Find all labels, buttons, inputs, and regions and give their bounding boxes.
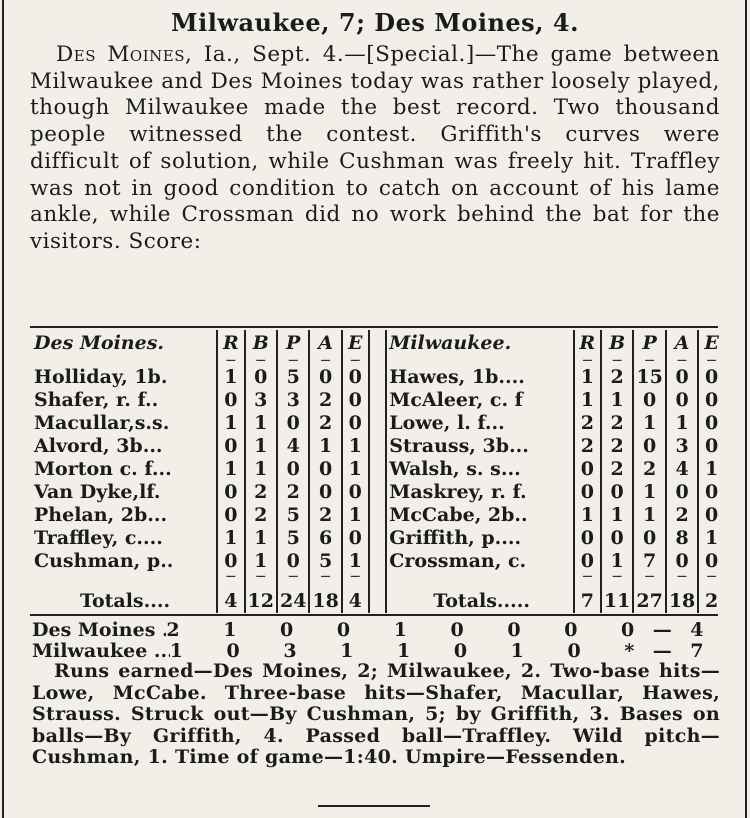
home-player-stat: 0	[342, 526, 369, 549]
home-total: 12	[245, 581, 277, 613]
away-player-stat: 1	[633, 480, 665, 503]
away-player-name: Crossman, c.	[386, 549, 573, 572]
away-player-stat: 0	[698, 503, 724, 526]
home-player-stat: 0	[342, 411, 369, 434]
away-player-stat: 0	[601, 526, 633, 549]
away-player-stat: 1	[574, 388, 601, 411]
home-player-name: Cushman, p..	[34, 549, 174, 572]
home-player-stat: 1	[245, 434, 277, 457]
player-row	[32, 365, 724, 388]
home-player-stat: 0	[217, 388, 244, 411]
home-totals-label: Totals....	[80, 590, 171, 612]
linescore-runs: 1 0 3 1 1 0 1 0 *—7	[169, 640, 722, 662]
linescore-team: Des Moines .....	[32, 620, 166, 641]
home-player-stat: 0	[309, 365, 341, 388]
away-player-stat: 0	[698, 411, 724, 434]
col-header: B	[601, 330, 633, 356]
away-player-stat: 1	[601, 388, 633, 411]
away-player-name: Lowe, l. f...	[386, 411, 573, 434]
center-gap	[369, 503, 387, 526]
left-column-rule	[2, 0, 4, 818]
away-player-stat: 1	[633, 503, 665, 526]
box-top-rule	[30, 326, 718, 328]
player-row	[32, 480, 724, 503]
home-player-name: Alvord, 3b...	[34, 434, 163, 457]
center-gap	[369, 434, 387, 457]
away-total: 11	[601, 581, 633, 613]
home-player-stat: 2	[309, 503, 341, 526]
linescore-runs: 2 1 0 0 1 0 0 0 0—4	[166, 619, 722, 641]
home-player-stat: 0	[217, 503, 244, 526]
col-header: P	[633, 330, 665, 356]
totals-row	[32, 581, 724, 613]
box-score-table	[32, 330, 724, 613]
away-total: 7	[574, 581, 601, 613]
away-player-stat: 0	[698, 549, 724, 572]
home-total: 24	[277, 581, 309, 613]
away-player-stat: 1	[574, 365, 601, 388]
away-player-name: McCabe, 2b..	[386, 503, 573, 526]
player-row	[32, 549, 724, 572]
away-player-stat: 1	[633, 411, 665, 434]
home-player-name: Phelan, 2b...	[34, 503, 168, 526]
col-header: R	[217, 330, 244, 356]
home-player-stat: 0	[217, 480, 244, 503]
home-player-stat: 1	[245, 549, 277, 572]
center-gap	[369, 457, 387, 480]
away-player-name: Walsh, s. s...	[386, 457, 573, 480]
away-player-name: Maskrey, r. f.	[386, 480, 573, 503]
dateline: Des Moines,	[56, 42, 193, 67]
away-total: 18	[666, 581, 698, 613]
away-player-stat: 0	[698, 388, 724, 411]
away-player-stat: 1	[601, 503, 633, 526]
away-player-stat: 0	[574, 549, 601, 572]
away-player-stat: 3	[666, 434, 698, 457]
center-gap	[369, 526, 387, 549]
center-gap	[369, 330, 387, 356]
home-player-stat: 0	[342, 388, 369, 411]
away-player-stat: 0	[633, 434, 665, 457]
home-player-stat: 0	[342, 365, 369, 388]
home-player-stat: 6	[309, 526, 341, 549]
home-player-name: Macullar,s.s.	[34, 411, 170, 434]
home-player-stat: 4	[277, 434, 309, 457]
home-player-stat: 5	[309, 549, 341, 572]
home-player-stat: 3	[245, 388, 277, 411]
closing-rule	[318, 805, 430, 807]
away-player-stat: 2	[601, 457, 633, 480]
right-column-rule	[745, 0, 747, 818]
home-player-stat: 0	[277, 411, 309, 434]
home-player-stat: 5	[277, 503, 309, 526]
away-player-stat: 0	[666, 549, 698, 572]
away-player-stat: 15	[633, 365, 665, 388]
headline: Milwaukee, 7; Des Moines, 4.	[171, 8, 579, 37]
away-player-name: Hawes, 1b....	[386, 365, 573, 388]
away-player-stat: 2	[633, 457, 665, 480]
home-player-stat: 1	[217, 526, 244, 549]
home-player-stat: 1	[217, 365, 244, 388]
away-player-stat: 2	[574, 411, 601, 434]
game-summary	[32, 661, 720, 769]
home-player-stat: 0	[309, 480, 341, 503]
home-player-stat: 2	[245, 480, 277, 503]
center-gap	[369, 411, 387, 434]
linescore-row	[32, 620, 722, 641]
away-player-stat: 0	[633, 388, 665, 411]
home-player-stat: 1	[217, 411, 244, 434]
player-row	[32, 457, 724, 480]
linescore-team: Milwaukee .....	[32, 641, 170, 662]
away-player-stat: 0	[574, 457, 601, 480]
home-team-header: Des Moines.	[34, 332, 165, 354]
home-player-stat: 1	[217, 457, 244, 480]
home-player-stat: 0	[217, 549, 244, 572]
home-player-name: Shafer, r. f..	[34, 388, 159, 411]
home-player-stat: 0	[277, 457, 309, 480]
col-header: A	[666, 330, 698, 356]
away-player-name: McAleer, c. f	[386, 388, 573, 411]
away-player-stat: 2	[601, 434, 633, 457]
player-row	[32, 503, 724, 526]
home-player-stat: 0	[217, 434, 244, 457]
home-player-stat: 1	[309, 434, 341, 457]
inning-linescore	[32, 620, 722, 662]
home-player-stat: 5	[277, 526, 309, 549]
away-player-stat: 0	[666, 365, 698, 388]
col-header: P	[277, 330, 309, 356]
away-player-stat: 0	[666, 388, 698, 411]
home-player-stat: 1	[245, 411, 277, 434]
away-player-name: Strauss, 3b...	[386, 434, 573, 457]
linescore-row	[32, 641, 722, 662]
away-player-stat: 1	[698, 526, 724, 549]
away-player-stat: 0	[666, 480, 698, 503]
center-gap	[369, 480, 387, 503]
home-player-stat: 0	[309, 457, 341, 480]
player-row	[32, 526, 724, 549]
center-gap	[369, 549, 387, 572]
away-player-stat: 8	[666, 526, 698, 549]
away-player-stat: 2	[574, 434, 601, 457]
col-header: B	[245, 330, 277, 356]
home-player-stat: 2	[245, 503, 277, 526]
away-player-stat: 2	[601, 365, 633, 388]
home-total: 4	[342, 581, 369, 613]
away-player-stat: 0	[698, 480, 724, 503]
home-player-stat: 2	[309, 388, 341, 411]
dash-row: — — — — — — — — — —	[32, 572, 724, 581]
home-player-stat: 1	[245, 526, 277, 549]
home-player-name: Traffley, c....	[34, 526, 163, 549]
home-player-stat: 0	[277, 549, 309, 572]
home-player-stat: 0	[245, 365, 277, 388]
col-header: R	[574, 330, 601, 356]
home-player-stat: 1	[342, 549, 369, 572]
away-player-stat: 0	[574, 480, 601, 503]
away-player-stat: 0	[633, 526, 665, 549]
lede-paragraph	[30, 42, 720, 256]
home-player-stat: 3	[277, 388, 309, 411]
away-player-stat: 0	[601, 480, 633, 503]
away-player-name: Griffith, p....	[386, 526, 573, 549]
col-header: E	[698, 330, 724, 356]
home-player-name: Van Dyke,lf.	[34, 480, 161, 503]
away-totals-label: Totals.....	[386, 581, 573, 613]
box-bottom-rule	[30, 614, 718, 616]
away-player-stat: 0	[698, 434, 724, 457]
away-team-header: Milwaukee.	[386, 330, 573, 356]
player-row	[32, 388, 724, 411]
away-player-stat: 1	[666, 411, 698, 434]
home-player-name: Morton c. f...	[34, 457, 172, 480]
away-player-stat: 7	[633, 549, 665, 572]
home-player-stat: 5	[277, 365, 309, 388]
dash-row: — — — — — — — — — —	[32, 356, 724, 365]
col-header: A	[309, 330, 341, 356]
home-player-stat: 1	[342, 503, 369, 526]
away-player-stat: 1	[574, 503, 601, 526]
center-gap	[369, 388, 387, 411]
away-player-stat: 0	[698, 365, 724, 388]
player-row	[32, 434, 724, 457]
home-player-stat: 0	[342, 480, 369, 503]
away-player-stat: 0	[574, 526, 601, 549]
home-player-name: Holliday, 1b.	[34, 365, 168, 388]
home-player-stat: 2	[309, 411, 341, 434]
away-total: 2	[698, 581, 724, 613]
center-gap	[369, 365, 387, 388]
home-player-stat: 1	[342, 457, 369, 480]
away-player-stat: 2	[666, 503, 698, 526]
away-player-stat: 2	[601, 411, 633, 434]
away-player-stat: 1	[601, 549, 633, 572]
away-total: 27	[633, 581, 665, 613]
lede-body: Ia., Sept. 4.—[Special.]—The game between Milwaukee and Des Moines today was rather loosely played, though Milwaukee made the best record. Two thousand people witnessed the contest. Griffith's curves were difficult of solution, while Cushman was freely hit. Traffley was not in good condition to catch on account of his lame ankle, while Crossman did no work behind the bat for the visitors. Score:	[30, 42, 720, 254]
home-player-stat: 1	[245, 457, 277, 480]
box-header-row	[32, 330, 724, 356]
home-total: 18	[309, 581, 341, 613]
col-header: E	[342, 330, 369, 356]
away-player-stat: 1	[698, 457, 724, 480]
player-row	[32, 411, 724, 434]
home-player-stat: 2	[277, 480, 309, 503]
away-player-stat: 4	[666, 457, 698, 480]
home-player-stat: 1	[342, 434, 369, 457]
home-total: 4	[217, 581, 244, 613]
summary-text: Runs earned—Des Moines, 2; Milwaukee, 2. Two-base hits—Lowe, McCabe. Three-base hits—Shafer, Macullar, Hawes, Strauss. Struck out—By Cushman, 5; by Griffith, 3. Bases on balls—By Griffith, 4. Passed ball—Traffley. Wild pitch—Cushman, 1. Time of game—1:40. Umpire—Fessenden.	[32, 660, 720, 768]
